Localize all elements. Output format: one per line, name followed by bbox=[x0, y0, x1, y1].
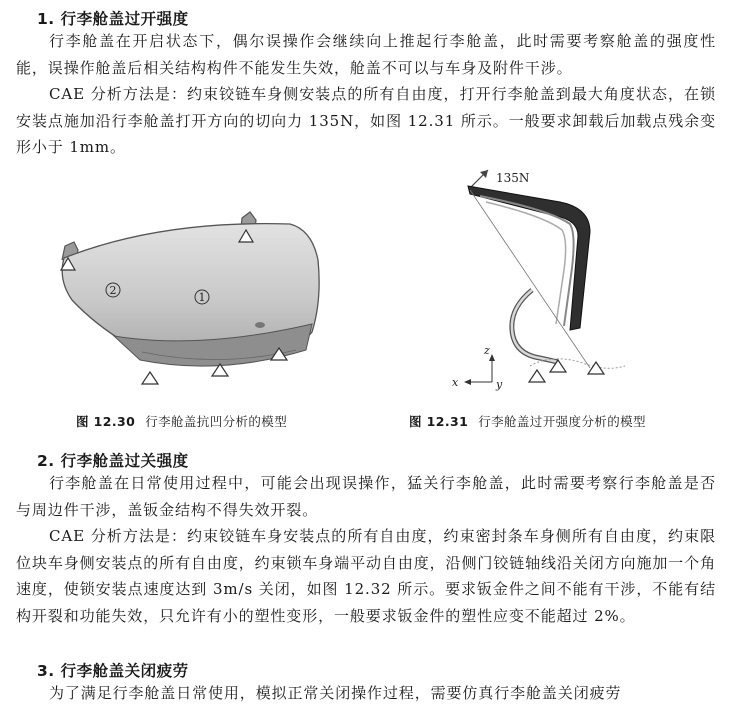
figure-number: 图 12.30 bbox=[76, 414, 136, 429]
svg-text:2: 2 bbox=[109, 284, 117, 297]
section-heading-3: 3. 行李舱盖关闭疲劳 bbox=[37, 662, 189, 680]
section-heading-1: 1. 行李舱盖过开强度 bbox=[37, 10, 189, 28]
section-2-paragraph-2: CAE 分析方法是：约束铰链车身安装点的所有自由度，约束密封条车身侧所有自由度，约束限位块车身侧安装点的所有自由度，约束锁车身端平动自由度，沿侧门铰链轴线沿关闭方向施加一个角速度，使锁安装点速度达到 3m/s 关闭，如图 12.32 所示。要求钣金件之间不能有干涉，不能有结构开裂和功能失效，只允许有小的塑性变形，一般要求钣金件的塑性应变不能超过 2%。 bbox=[16, 527, 716, 625]
svg-text:1: 1 bbox=[198, 291, 206, 304]
section-1-paragraph-1: 行李舱盖在开启状态下，偶尔误操作会继续向上推起行李舱盖，此时需要考察舱盖的强度性能，误操作舱盖后相关结构构件不能发生失效，舱盖不可以与车身及附件干涉。 bbox=[16, 32, 716, 77]
section-1-paragraph-2: CAE 分析方法是：约束铰链车身侧安装点的所有自由度，打开行李舱盖到最大角度状态，在锁安装点施加沿行李舱盖打开方向的切向力 135N，如图 12.31 所示。一般要求卸载后加载点残余变形小于 1mm。 bbox=[16, 85, 716, 156]
axis-z-label: z bbox=[484, 344, 490, 357]
figure-caption-text: 行李舱盖抗凹分析的模型 bbox=[145, 414, 288, 429]
section-2-paragraph-1: 行李舱盖在日常使用过程中，可能会出现误操作，猛关行李舱盖，此时需要考察行李舱盖是否与周边件干涉，盖钣金结构不得失效开裂。 bbox=[16, 474, 716, 519]
figure-12-30-trunk-lid-model bbox=[50, 200, 340, 395]
section-heading-2: 2. 行李舱盖过关强度 bbox=[37, 452, 189, 470]
force-label: 135N bbox=[496, 171, 530, 185]
axis-y-label: y bbox=[496, 378, 503, 391]
figure-12-31-caption bbox=[409, 412, 646, 430]
axis-x-label: x bbox=[452, 376, 459, 389]
section-3-paragraph-1: 为了满足行李舱盖日常使用，模拟正常关闭操作过程，需要仿真行李舱盖关闭疲劳 bbox=[49, 684, 622, 702]
figure-12-31-over-open-model bbox=[440, 158, 690, 393]
figure-caption-text: 行李舱盖过开强度分析的模型 bbox=[478, 414, 646, 429]
figure-number: 图 12.31 bbox=[409, 414, 469, 429]
figure-12-30-caption bbox=[76, 412, 287, 430]
